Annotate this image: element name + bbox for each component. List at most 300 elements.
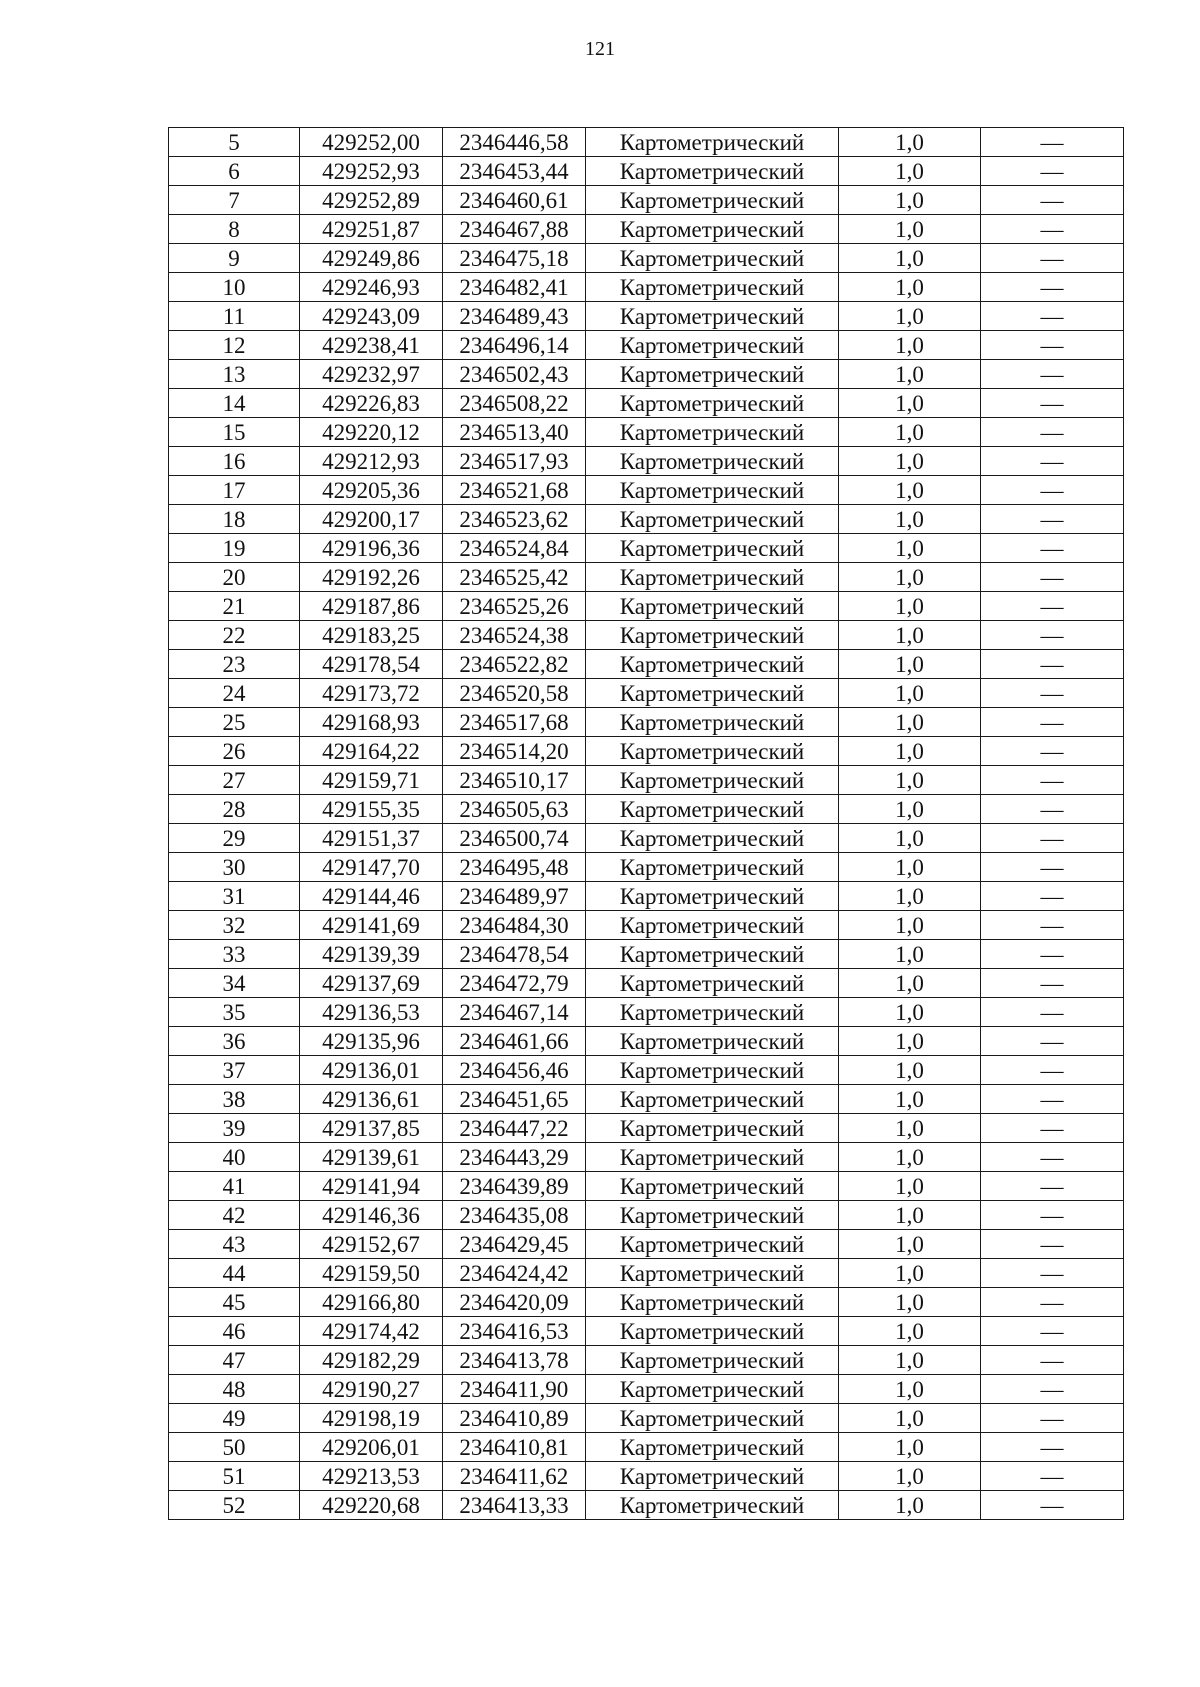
point-number-cell: 51	[169, 1462, 300, 1491]
table-row	[169, 940, 1124, 969]
y-coordinate-cell: 2346517,68	[443, 708, 586, 737]
accuracy-cell: 1,0	[839, 708, 981, 737]
x-coordinate-cell: 429252,89	[300, 186, 443, 215]
x-coordinate-cell: 429246,93	[300, 273, 443, 302]
point-number-cell: 28	[169, 795, 300, 824]
point-number-cell: 9	[169, 244, 300, 273]
page-number: 121	[585, 38, 615, 60]
method-cell: Картометрический	[586, 1404, 839, 1433]
x-coordinate-cell: 429166,80	[300, 1288, 443, 1317]
description-cell: —	[981, 1404, 1124, 1433]
point-number-cell: 32	[169, 911, 300, 940]
point-number-cell: 23	[169, 650, 300, 679]
table-row	[169, 1143, 1124, 1172]
description-cell: —	[981, 186, 1124, 215]
method-cell: Картометрический	[586, 1433, 839, 1462]
x-coordinate-cell: 429251,87	[300, 215, 443, 244]
description-cell: —	[981, 447, 1124, 476]
method-cell: Картометрический	[586, 302, 839, 331]
description-cell: —	[981, 795, 1124, 824]
table-row	[169, 1172, 1124, 1201]
description-cell: —	[981, 534, 1124, 563]
method-cell: Картометрический	[586, 1056, 839, 1085]
table-row	[169, 969, 1124, 998]
y-coordinate-cell: 2346435,08	[443, 1201, 586, 1230]
description-cell: —	[981, 1201, 1124, 1230]
accuracy-cell: 1,0	[839, 911, 981, 940]
y-coordinate-cell: 2346525,26	[443, 592, 586, 621]
x-coordinate-cell: 429192,26	[300, 563, 443, 592]
accuracy-cell: 1,0	[839, 737, 981, 766]
y-coordinate-cell: 2346513,40	[443, 418, 586, 447]
table-row	[169, 244, 1124, 273]
method-cell: Картометрический	[586, 1259, 839, 1288]
point-number-cell: 42	[169, 1201, 300, 1230]
point-number-cell: 47	[169, 1346, 300, 1375]
method-cell: Картометрический	[586, 534, 839, 563]
method-cell: Картометрический	[586, 505, 839, 534]
point-number-cell: 52	[169, 1491, 300, 1520]
point-number-cell: 12	[169, 331, 300, 360]
accuracy-cell: 1,0	[839, 1375, 981, 1404]
y-coordinate-cell: 2346514,20	[443, 737, 586, 766]
x-coordinate-cell: 429200,17	[300, 505, 443, 534]
table-row	[169, 418, 1124, 447]
description-cell: —	[981, 1433, 1124, 1462]
x-coordinate-cell: 429205,36	[300, 476, 443, 505]
table-row	[169, 824, 1124, 853]
accuracy-cell: 1,0	[839, 679, 981, 708]
y-coordinate-cell: 2346523,62	[443, 505, 586, 534]
y-coordinate-cell: 2346484,30	[443, 911, 586, 940]
method-cell: Картометрический	[586, 1143, 839, 1172]
table-row	[169, 157, 1124, 186]
y-coordinate-cell: 2346472,79	[443, 969, 586, 998]
description-cell: —	[981, 1462, 1124, 1491]
method-cell: Картометрический	[586, 708, 839, 737]
x-coordinate-cell: 429141,94	[300, 1172, 443, 1201]
y-coordinate-cell: 2346411,62	[443, 1462, 586, 1491]
description-cell: —	[981, 1259, 1124, 1288]
description-cell: —	[981, 476, 1124, 505]
x-coordinate-cell: 429136,01	[300, 1056, 443, 1085]
y-coordinate-cell: 2346505,63	[443, 795, 586, 824]
x-coordinate-cell: 429187,86	[300, 592, 443, 621]
table-row	[169, 1317, 1124, 1346]
accuracy-cell: 1,0	[839, 273, 981, 302]
method-cell: Картометрический	[586, 969, 839, 998]
description-cell: —	[981, 302, 1124, 331]
table-row	[169, 563, 1124, 592]
accuracy-cell: 1,0	[839, 1433, 981, 1462]
y-coordinate-cell: 2346489,43	[443, 302, 586, 331]
accuracy-cell: 1,0	[839, 331, 981, 360]
point-number-cell: 50	[169, 1433, 300, 1462]
table-row	[169, 1346, 1124, 1375]
accuracy-cell: 1,0	[839, 244, 981, 273]
description-cell: —	[981, 853, 1124, 882]
y-coordinate-cell: 2346429,45	[443, 1230, 586, 1259]
description-cell: —	[981, 766, 1124, 795]
method-cell: Картометрический	[586, 650, 839, 679]
accuracy-cell: 1,0	[839, 1288, 981, 1317]
method-cell: Картометрический	[586, 331, 839, 360]
x-coordinate-cell: 429190,27	[300, 1375, 443, 1404]
method-cell: Картометрический	[586, 215, 839, 244]
y-coordinate-cell: 2346424,42	[443, 1259, 586, 1288]
table-row	[169, 592, 1124, 621]
y-coordinate-cell: 2346502,43	[443, 360, 586, 389]
accuracy-cell: 1,0	[839, 1317, 981, 1346]
point-number-cell: 33	[169, 940, 300, 969]
description-cell: —	[981, 1056, 1124, 1085]
method-cell: Картометрический	[586, 273, 839, 302]
table-row	[169, 1114, 1124, 1143]
description-cell: —	[981, 592, 1124, 621]
description-cell: —	[981, 1230, 1124, 1259]
method-cell: Картометрический	[586, 1230, 839, 1259]
method-cell: Картометрический	[586, 679, 839, 708]
accuracy-cell: 1,0	[839, 418, 981, 447]
point-number-cell: 21	[169, 592, 300, 621]
point-number-cell: 45	[169, 1288, 300, 1317]
description-cell: —	[981, 824, 1124, 853]
x-coordinate-cell: 429238,41	[300, 331, 443, 360]
accuracy-cell: 1,0	[839, 853, 981, 882]
accuracy-cell: 1,0	[839, 969, 981, 998]
x-coordinate-cell: 429252,93	[300, 157, 443, 186]
accuracy-cell: 1,0	[839, 621, 981, 650]
point-number-cell: 34	[169, 969, 300, 998]
table-row	[169, 795, 1124, 824]
accuracy-cell: 1,0	[839, 360, 981, 389]
y-coordinate-cell: 2346517,93	[443, 447, 586, 476]
table-row	[169, 766, 1124, 795]
x-coordinate-cell: 429159,50	[300, 1259, 443, 1288]
table-row	[169, 128, 1124, 157]
y-coordinate-cell: 2346410,81	[443, 1433, 586, 1462]
y-coordinate-cell: 2346443,29	[443, 1143, 586, 1172]
y-coordinate-cell: 2346453,44	[443, 157, 586, 186]
description-cell: —	[981, 505, 1124, 534]
accuracy-cell: 1,0	[839, 650, 981, 679]
method-cell: Картометрический	[586, 737, 839, 766]
y-coordinate-cell: 2346413,78	[443, 1346, 586, 1375]
method-cell: Картометрический	[586, 1172, 839, 1201]
description-cell: —	[981, 1143, 1124, 1172]
x-coordinate-cell: 429139,61	[300, 1143, 443, 1172]
point-number-cell: 25	[169, 708, 300, 737]
accuracy-cell: 1,0	[839, 534, 981, 563]
x-coordinate-cell: 429198,19	[300, 1404, 443, 1433]
table-row	[169, 650, 1124, 679]
table-row	[169, 1056, 1124, 1085]
x-coordinate-cell: 429152,67	[300, 1230, 443, 1259]
table-row	[169, 360, 1124, 389]
point-number-cell: 46	[169, 1317, 300, 1346]
method-cell: Картометрический	[586, 998, 839, 1027]
table-row	[169, 621, 1124, 650]
method-cell: Картометрический	[586, 1375, 839, 1404]
y-coordinate-cell: 2346467,14	[443, 998, 586, 1027]
table-row	[169, 1230, 1124, 1259]
accuracy-cell: 1,0	[839, 1230, 981, 1259]
x-coordinate-cell: 429196,36	[300, 534, 443, 563]
table-row	[169, 331, 1124, 360]
description-cell: —	[981, 360, 1124, 389]
table-row	[169, 1201, 1124, 1230]
accuracy-cell: 1,0	[839, 882, 981, 911]
table-row	[169, 215, 1124, 244]
accuracy-cell: 1,0	[839, 940, 981, 969]
y-coordinate-cell: 2346525,42	[443, 563, 586, 592]
y-coordinate-cell: 2346467,88	[443, 215, 586, 244]
x-coordinate-cell: 429137,69	[300, 969, 443, 998]
accuracy-cell: 1,0	[839, 592, 981, 621]
description-cell: —	[981, 1114, 1124, 1143]
x-coordinate-cell: 429213,53	[300, 1462, 443, 1491]
point-number-cell: 8	[169, 215, 300, 244]
y-coordinate-cell: 2346524,84	[443, 534, 586, 563]
accuracy-cell: 1,0	[839, 215, 981, 244]
method-cell: Картометрический	[586, 1462, 839, 1491]
accuracy-cell: 1,0	[839, 998, 981, 1027]
description-cell: —	[981, 1027, 1124, 1056]
accuracy-cell: 1,0	[839, 795, 981, 824]
description-cell: —	[981, 244, 1124, 273]
table-row	[169, 389, 1124, 418]
point-number-cell: 29	[169, 824, 300, 853]
point-number-cell: 37	[169, 1056, 300, 1085]
point-number-cell: 38	[169, 1085, 300, 1114]
x-coordinate-cell: 429249,86	[300, 244, 443, 273]
point-number-cell: 44	[169, 1259, 300, 1288]
point-number-cell: 48	[169, 1375, 300, 1404]
x-coordinate-cell: 429155,35	[300, 795, 443, 824]
point-number-cell: 10	[169, 273, 300, 302]
description-cell: —	[981, 708, 1124, 737]
method-cell: Картометрический	[586, 476, 839, 505]
method-cell: Картометрический	[586, 389, 839, 418]
point-number-cell: 7	[169, 186, 300, 215]
y-coordinate-cell: 2346439,89	[443, 1172, 586, 1201]
y-coordinate-cell: 2346489,97	[443, 882, 586, 911]
y-coordinate-cell: 2346447,22	[443, 1114, 586, 1143]
y-coordinate-cell: 2346411,90	[443, 1375, 586, 1404]
coordinates-table-container	[168, 127, 1123, 1520]
x-coordinate-cell: 429164,22	[300, 737, 443, 766]
accuracy-cell: 1,0	[839, 824, 981, 853]
description-cell: —	[981, 215, 1124, 244]
y-coordinate-cell: 2346420,09	[443, 1288, 586, 1317]
table-row	[169, 998, 1124, 1027]
x-coordinate-cell: 429252,00	[300, 128, 443, 157]
y-coordinate-cell: 2346520,58	[443, 679, 586, 708]
table-row	[169, 853, 1124, 882]
description-cell: —	[981, 882, 1124, 911]
table-row	[169, 708, 1124, 737]
y-coordinate-cell: 2346482,41	[443, 273, 586, 302]
point-number-cell: 26	[169, 737, 300, 766]
method-cell: Картометрический	[586, 1085, 839, 1114]
method-cell: Картометрический	[586, 186, 839, 215]
accuracy-cell: 1,0	[839, 1027, 981, 1056]
description-cell: —	[981, 128, 1124, 157]
point-number-cell: 39	[169, 1114, 300, 1143]
point-number-cell: 35	[169, 998, 300, 1027]
accuracy-cell: 1,0	[839, 563, 981, 592]
point-number-cell: 49	[169, 1404, 300, 1433]
description-cell: —	[981, 331, 1124, 360]
description-cell: —	[981, 1375, 1124, 1404]
y-coordinate-cell: 2346475,18	[443, 244, 586, 273]
table-row	[169, 476, 1124, 505]
x-coordinate-cell: 429139,39	[300, 940, 443, 969]
description-cell: —	[981, 389, 1124, 418]
accuracy-cell: 1,0	[839, 1114, 981, 1143]
table-row	[169, 186, 1124, 215]
y-coordinate-cell: 2346478,54	[443, 940, 586, 969]
method-cell: Картометрический	[586, 563, 839, 592]
method-cell: Картометрический	[586, 1346, 839, 1375]
x-coordinate-cell: 429146,36	[300, 1201, 443, 1230]
description-cell: —	[981, 273, 1124, 302]
accuracy-cell: 1,0	[839, 1462, 981, 1491]
point-number-cell: 16	[169, 447, 300, 476]
description-cell: —	[981, 157, 1124, 186]
point-number-cell: 41	[169, 1172, 300, 1201]
description-cell: —	[981, 1346, 1124, 1375]
y-coordinate-cell: 2346521,68	[443, 476, 586, 505]
table-row	[169, 505, 1124, 534]
x-coordinate-cell: 429206,01	[300, 1433, 443, 1462]
x-coordinate-cell: 429220,68	[300, 1491, 443, 1520]
accuracy-cell: 1,0	[839, 1491, 981, 1520]
x-coordinate-cell: 429144,46	[300, 882, 443, 911]
method-cell: Картометрический	[586, 157, 839, 186]
accuracy-cell: 1,0	[839, 1172, 981, 1201]
table-row	[169, 1259, 1124, 1288]
y-coordinate-cell: 2346461,66	[443, 1027, 586, 1056]
table-row	[169, 679, 1124, 708]
x-coordinate-cell: 429226,83	[300, 389, 443, 418]
table-row	[169, 1027, 1124, 1056]
accuracy-cell: 1,0	[839, 1201, 981, 1230]
method-cell: Картометрический	[586, 1491, 839, 1520]
description-cell: —	[981, 621, 1124, 650]
y-coordinate-cell: 2346451,65	[443, 1085, 586, 1114]
x-coordinate-cell: 429168,93	[300, 708, 443, 737]
point-number-cell: 15	[169, 418, 300, 447]
method-cell: Картометрический	[586, 824, 839, 853]
table-row	[169, 1491, 1124, 1520]
method-cell: Картометрический	[586, 244, 839, 273]
description-cell: —	[981, 1491, 1124, 1520]
accuracy-cell: 1,0	[839, 157, 981, 186]
x-coordinate-cell: 429136,61	[300, 1085, 443, 1114]
accuracy-cell: 1,0	[839, 389, 981, 418]
table-row	[169, 1085, 1124, 1114]
description-cell: —	[981, 418, 1124, 447]
accuracy-cell: 1,0	[839, 1346, 981, 1375]
method-cell: Картометрический	[586, 128, 839, 157]
method-cell: Картометрический	[586, 1201, 839, 1230]
y-coordinate-cell: 2346524,38	[443, 621, 586, 650]
point-number-cell: 43	[169, 1230, 300, 1259]
accuracy-cell: 1,0	[839, 186, 981, 215]
description-cell: —	[981, 1317, 1124, 1346]
table-row	[169, 534, 1124, 563]
description-cell: —	[981, 737, 1124, 766]
method-cell: Картометрический	[586, 940, 839, 969]
description-cell: —	[981, 940, 1124, 969]
point-number-cell: 17	[169, 476, 300, 505]
method-cell: Картометрический	[586, 766, 839, 795]
accuracy-cell: 1,0	[839, 128, 981, 157]
description-cell: —	[981, 1288, 1124, 1317]
method-cell: Картометрический	[586, 1027, 839, 1056]
coordinates-table	[168, 127, 1124, 1520]
x-coordinate-cell: 429137,85	[300, 1114, 443, 1143]
y-coordinate-cell: 2346416,53	[443, 1317, 586, 1346]
method-cell: Картометрический	[586, 1114, 839, 1143]
x-coordinate-cell: 429243,09	[300, 302, 443, 331]
method-cell: Картометрический	[586, 447, 839, 476]
x-coordinate-cell: 429135,96	[300, 1027, 443, 1056]
method-cell: Картометрический	[586, 360, 839, 389]
table-row	[169, 1433, 1124, 1462]
method-cell: Картометрический	[586, 853, 839, 882]
point-number-cell: 13	[169, 360, 300, 389]
table-row	[169, 1404, 1124, 1433]
accuracy-cell: 1,0	[839, 476, 981, 505]
method-cell: Картометрический	[586, 882, 839, 911]
table-row	[169, 1288, 1124, 1317]
x-coordinate-cell: 429151,37	[300, 824, 443, 853]
method-cell: Картометрический	[586, 795, 839, 824]
table-row	[169, 911, 1124, 940]
x-coordinate-cell: 429136,53	[300, 998, 443, 1027]
table-row	[169, 302, 1124, 331]
x-coordinate-cell: 429183,25	[300, 621, 443, 650]
x-coordinate-cell: 429182,29	[300, 1346, 443, 1375]
point-number-cell: 5	[169, 128, 300, 157]
accuracy-cell: 1,0	[839, 1143, 981, 1172]
accuracy-cell: 1,0	[839, 1404, 981, 1433]
point-number-cell: 27	[169, 766, 300, 795]
method-cell: Картометрический	[586, 592, 839, 621]
point-number-cell: 20	[169, 563, 300, 592]
point-number-cell: 11	[169, 302, 300, 331]
point-number-cell: 40	[169, 1143, 300, 1172]
y-coordinate-cell: 2346508,22	[443, 389, 586, 418]
description-cell: —	[981, 969, 1124, 998]
point-number-cell: 30	[169, 853, 300, 882]
y-coordinate-cell: 2346500,74	[443, 824, 586, 853]
accuracy-cell: 1,0	[839, 1056, 981, 1085]
point-number-cell: 19	[169, 534, 300, 563]
table-row	[169, 737, 1124, 766]
y-coordinate-cell: 2346510,17	[443, 766, 586, 795]
accuracy-cell: 1,0	[839, 766, 981, 795]
accuracy-cell: 1,0	[839, 302, 981, 331]
y-coordinate-cell: 2346413,33	[443, 1491, 586, 1520]
y-coordinate-cell: 2346495,48	[443, 853, 586, 882]
y-coordinate-cell: 2346496,14	[443, 331, 586, 360]
x-coordinate-cell: 429178,54	[300, 650, 443, 679]
x-coordinate-cell: 429173,72	[300, 679, 443, 708]
point-number-cell: 31	[169, 882, 300, 911]
